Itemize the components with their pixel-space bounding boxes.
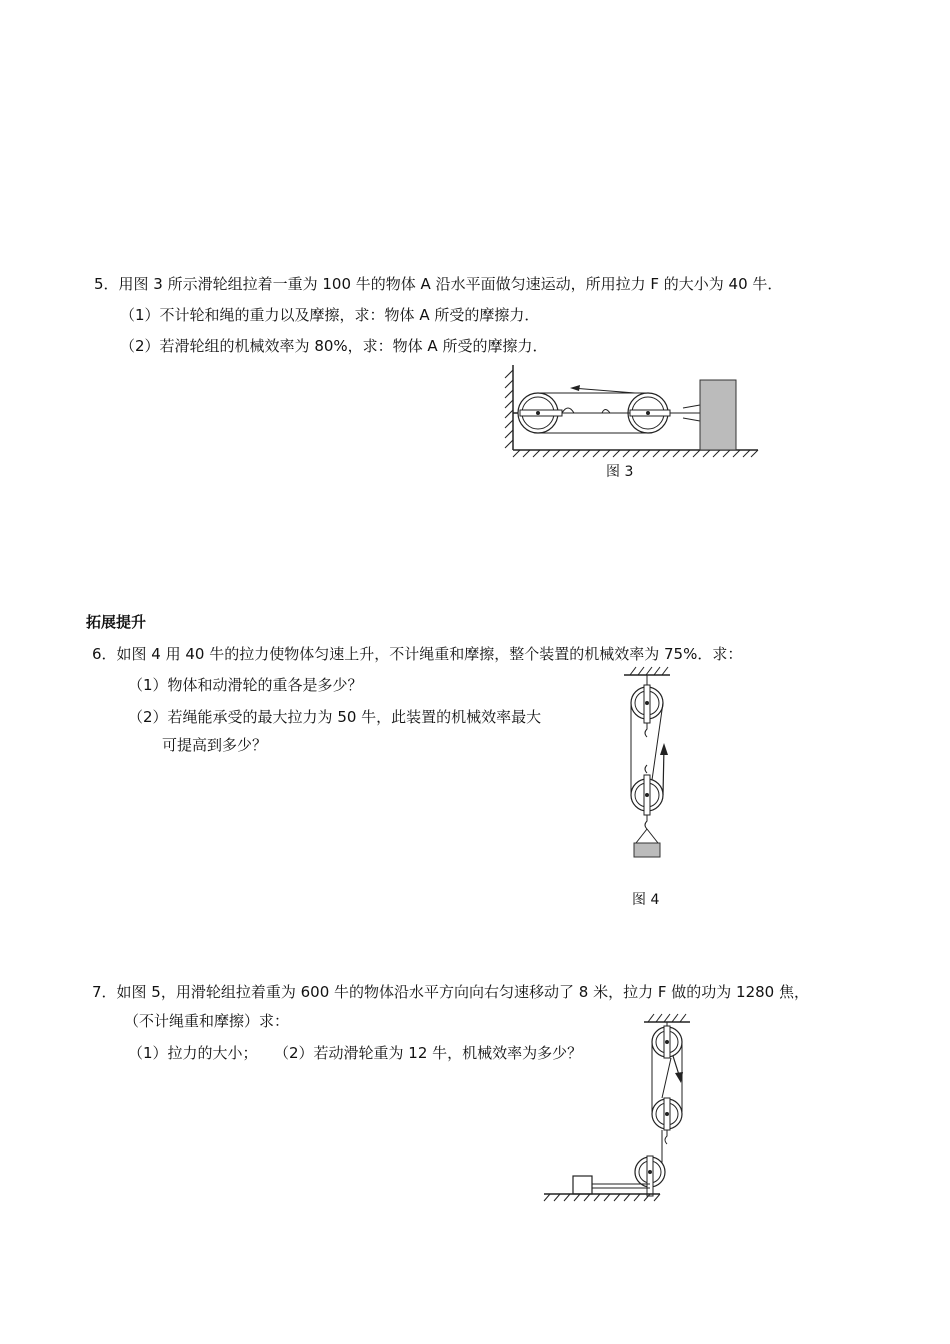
q5-sub1: （1）不计轮和绳的重力以及摩擦，求：物体 A 所受的摩擦力． — [120, 306, 540, 324]
figure-4-vertical-pulley — [618, 665, 678, 861]
q7-line2: （不计绳重和摩擦）求： — [124, 1012, 290, 1030]
figure-3-caption: 图 3 — [606, 464, 634, 480]
figure-4-caption: 图 4 — [632, 892, 660, 908]
q7-stem: 7．如图 5，用滑轮组拉着重为 600 牛的物体沿水平方向向右匀速移动了 8 米，拉力 F 做的功为 1280 焦， — [92, 983, 809, 1001]
figure-5-pulley-system — [540, 1012, 700, 1202]
section-title: 拓展提升 — [86, 613, 147, 631]
q7-sub1: （1）拉力的大小； — [128, 1044, 258, 1062]
q7-sub2: （2）若动滑轮重为 12 牛，机械效率为多少？ — [274, 1044, 583, 1062]
figure-3-horizontal-pulley — [500, 360, 770, 465]
q6-stem: 6．如图 4 用 40 牛的拉力使物体匀速上升，不计绳重和摩擦，整个装置的机械效率为 75%．求： — [92, 645, 743, 663]
q6-sub2-line1: （2）若绳能承受的最大拉力为 50 牛，此装置的机械效率最大 — [128, 708, 542, 726]
q5-sub2: （2）若滑轮组的机械效率为 80%，求：物体 A 所受的摩擦力． — [120, 337, 548, 355]
q5-stem: 5．用图 3 所示滑轮组拉着一重为 100 牛的物体 A 沿水平面做匀速运动，所用拉力 F 的大小为 40 牛． — [94, 275, 783, 293]
q6-sub1: （1）物体和动滑轮的重各是多少？ — [128, 676, 363, 694]
q6-sub2-line2: 可提高到多少？ — [162, 736, 268, 754]
